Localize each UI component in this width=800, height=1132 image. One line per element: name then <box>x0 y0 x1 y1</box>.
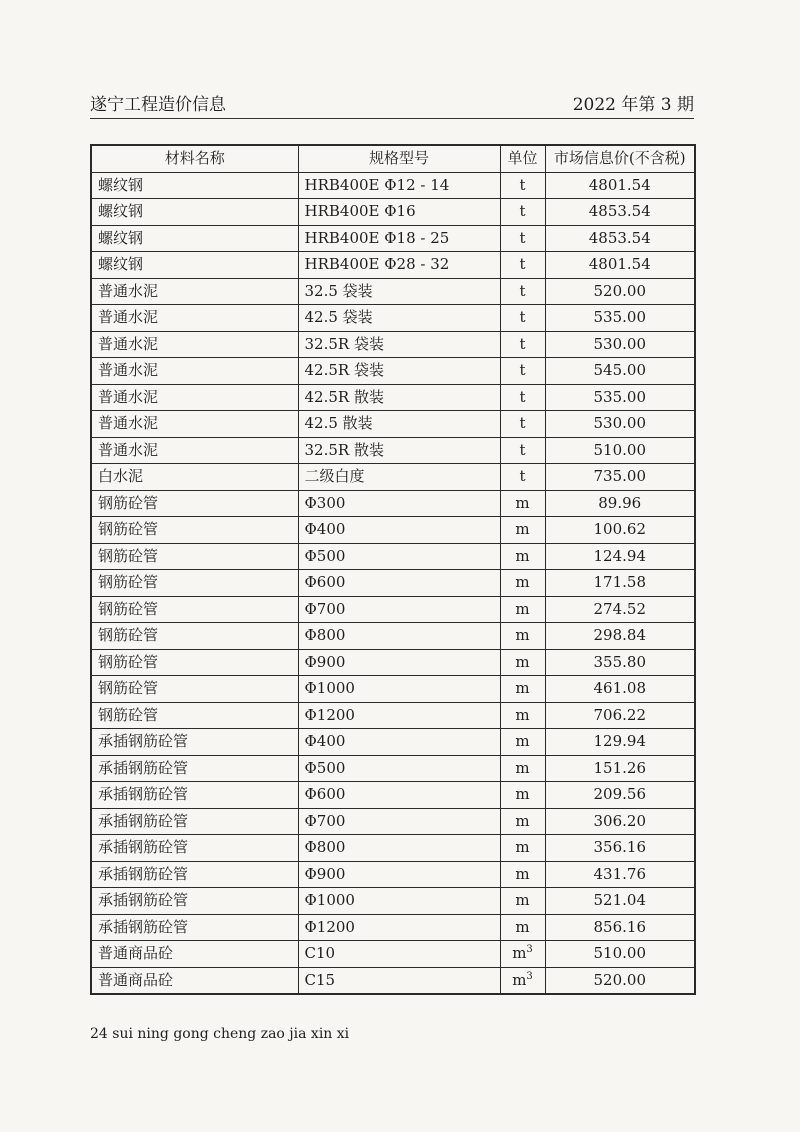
unit-cell: t <box>500 199 545 226</box>
table-row <box>91 252 695 279</box>
material-name-cell: 承插钢筋砼管 <box>91 729 298 756</box>
spec-cell: Φ600 <box>298 782 500 809</box>
material-name-cell: 普通水泥 <box>91 305 298 332</box>
spec-cell: Φ1000 <box>298 888 500 915</box>
price-cell: 520.00 <box>545 278 695 305</box>
price-cell: 124.94 <box>545 543 695 570</box>
price-cell: 431.76 <box>545 861 695 888</box>
publication-title: 遂宁工程造价信息 <box>90 95 226 115</box>
unit-cell: m <box>500 596 545 623</box>
material-name-cell: 钢筋砼管 <box>91 676 298 703</box>
spec-cell: Φ500 <box>298 543 500 570</box>
material-name-cell: 钢筋砼管 <box>91 490 298 517</box>
column-header-unit: 单位 <box>500 145 545 172</box>
spec-cell: Φ500 <box>298 755 500 782</box>
price-cell: 856.16 <box>545 914 695 941</box>
unit-cell: m <box>500 702 545 729</box>
material-name-cell: 承插钢筋砼管 <box>91 914 298 941</box>
unit-cell: t <box>500 358 545 385</box>
unit-cell: t <box>500 305 545 332</box>
table-row <box>91 888 695 915</box>
price-cell: 306.20 <box>545 808 695 835</box>
unit-cell: m <box>500 755 545 782</box>
header-divider <box>90 118 694 119</box>
spec-cell: Φ800 <box>298 623 500 650</box>
spec-cell: Φ800 <box>298 835 500 862</box>
price-cell: 356.16 <box>545 835 695 862</box>
table-row <box>91 755 695 782</box>
price-cell: 545.00 <box>545 358 695 385</box>
unit-cell: t <box>500 225 545 252</box>
price-cell: 151.26 <box>545 755 695 782</box>
material-name-cell: 螺纹钢 <box>91 172 298 199</box>
spec-cell: 42.5R 袋装 <box>298 358 500 385</box>
spec-cell: Φ400 <box>298 729 500 756</box>
material-name-cell: 普通水泥 <box>91 278 298 305</box>
table-row <box>91 437 695 464</box>
table-row <box>91 358 695 385</box>
price-cell: 4801.54 <box>545 172 695 199</box>
table-row <box>91 914 695 941</box>
table-body <box>91 172 695 994</box>
price-cell: 510.00 <box>545 437 695 464</box>
spec-cell: Φ1000 <box>298 676 500 703</box>
table-header-row <box>91 145 695 172</box>
column-header-name: 材料名称 <box>91 145 298 172</box>
table-row <box>91 861 695 888</box>
material-name-cell: 承插钢筋砼管 <box>91 835 298 862</box>
material-name-cell: 钢筋砼管 <box>91 649 298 676</box>
price-cell: 520.00 <box>545 967 695 994</box>
material-name-cell: 钢筋砼管 <box>91 596 298 623</box>
table-row <box>91 490 695 517</box>
spec-cell: C10 <box>298 941 500 968</box>
unit-cell: m <box>500 649 545 676</box>
price-cell: 129.94 <box>545 729 695 756</box>
table-row <box>91 649 695 676</box>
price-cell: 521.04 <box>545 888 695 915</box>
material-name-cell: 普通商品砼 <box>91 967 298 994</box>
spec-cell: Φ900 <box>298 861 500 888</box>
spec-cell: HRB400E Φ18 - 25 <box>298 225 500 252</box>
table-row <box>91 623 695 650</box>
spec-cell: Φ1200 <box>298 914 500 941</box>
table-row <box>91 702 695 729</box>
material-name-cell: 钢筋砼管 <box>91 543 298 570</box>
material-name-cell: 承插钢筋砼管 <box>91 755 298 782</box>
unit-cell: m <box>500 517 545 544</box>
spec-cell: HRB400E Φ12 - 14 <box>298 172 500 199</box>
unit-cell: m <box>500 490 545 517</box>
price-cell: 535.00 <box>545 305 695 332</box>
price-cell: 4801.54 <box>545 252 695 279</box>
spec-cell: 42.5 袋装 <box>298 305 500 332</box>
footer-page-text: 24 sui ning gong cheng zao jia xin xi <box>90 1026 350 1042</box>
unit-cell: m <box>500 808 545 835</box>
material-name-cell: 白水泥 <box>91 464 298 491</box>
unit-cell: m <box>500 676 545 703</box>
unit-superscript: 3 <box>526 970 533 982</box>
table-row <box>91 543 695 570</box>
unit-cell: t <box>500 384 545 411</box>
table-row <box>91 225 695 252</box>
unit-base: m <box>512 944 527 963</box>
unit-cell: t <box>500 252 545 279</box>
spec-cell: 42.5R 散装 <box>298 384 500 411</box>
table-row <box>91 782 695 809</box>
material-name-cell: 普通水泥 <box>91 437 298 464</box>
unit-cell: t <box>500 464 545 491</box>
spec-cell: 二级白度 <box>298 464 500 491</box>
material-name-cell: 普通水泥 <box>91 384 298 411</box>
price-cell: 535.00 <box>545 384 695 411</box>
page-header <box>90 90 694 115</box>
unit-cell: m <box>500 914 545 941</box>
unit-cell <box>500 967 545 994</box>
spec-cell: Φ700 <box>298 596 500 623</box>
unit-cell: m <box>500 888 545 915</box>
issue-number: 2022 年第 3 期 <box>572 95 694 115</box>
table-row <box>91 411 695 438</box>
unit-cell: t <box>500 172 545 199</box>
price-cell: 4853.54 <box>545 225 695 252</box>
material-name-cell: 承插钢筋砼管 <box>91 808 298 835</box>
material-name-cell: 承插钢筋砼管 <box>91 782 298 809</box>
column-header-price: 市场信息价(不含税) <box>545 145 695 172</box>
table-row <box>91 305 695 332</box>
spec-cell: Φ900 <box>298 649 500 676</box>
material-name-cell: 钢筋砼管 <box>91 517 298 544</box>
material-name-cell: 普通水泥 <box>91 358 298 385</box>
material-name-cell: 承插钢筋砼管 <box>91 861 298 888</box>
price-cell: 298.84 <box>545 623 695 650</box>
price-cell: 461.08 <box>545 676 695 703</box>
unit-cell: t <box>500 331 545 358</box>
price-cell: 4853.54 <box>545 199 695 226</box>
unit-cell <box>500 941 545 968</box>
price-table <box>90 144 696 995</box>
table-row <box>91 199 695 226</box>
unit-cell: m <box>500 623 545 650</box>
price-cell: 735.00 <box>545 464 695 491</box>
spec-cell: HRB400E Φ28 - 32 <box>298 252 500 279</box>
spec-cell: C15 <box>298 967 500 994</box>
unit-cell: t <box>500 278 545 305</box>
unit-cell: m <box>500 861 545 888</box>
table-row <box>91 570 695 597</box>
table-row <box>91 464 695 491</box>
material-name-cell: 承插钢筋砼管 <box>91 888 298 915</box>
spec-cell: Φ300 <box>298 490 500 517</box>
table-row <box>91 172 695 199</box>
unit-cell: t <box>500 437 545 464</box>
spec-cell: 32.5 袋装 <box>298 278 500 305</box>
unit-cell: m <box>500 835 545 862</box>
table-row <box>91 967 695 994</box>
price-cell: 510.00 <box>545 941 695 968</box>
table-row <box>91 384 695 411</box>
material-name-cell: 螺纹钢 <box>91 199 298 226</box>
spec-cell: Φ600 <box>298 570 500 597</box>
table-row <box>91 729 695 756</box>
unit-cell: m <box>500 782 545 809</box>
unit-cell: t <box>500 411 545 438</box>
price-cell: 274.52 <box>545 596 695 623</box>
material-name-cell: 钢筋砼管 <box>91 570 298 597</box>
spec-cell: 32.5R 散装 <box>298 437 500 464</box>
price-cell: 706.22 <box>545 702 695 729</box>
table-row <box>91 941 695 968</box>
material-name-cell: 普通水泥 <box>91 411 298 438</box>
unit-cell: m <box>500 729 545 756</box>
spec-cell: 32.5R 袋装 <box>298 331 500 358</box>
spec-cell: 42.5 散装 <box>298 411 500 438</box>
material-name-cell: 钢筋砼管 <box>91 623 298 650</box>
table-row <box>91 278 695 305</box>
price-cell: 530.00 <box>545 331 695 358</box>
table-row <box>91 808 695 835</box>
table-row <box>91 676 695 703</box>
price-cell: 209.56 <box>545 782 695 809</box>
spec-cell: Φ400 <box>298 517 500 544</box>
material-name-cell: 螺纹钢 <box>91 225 298 252</box>
page-footer <box>90 1026 349 1042</box>
price-cell: 171.58 <box>545 570 695 597</box>
table-row <box>91 835 695 862</box>
material-name-cell: 普通商品砼 <box>91 941 298 968</box>
material-name-cell: 普通水泥 <box>91 331 298 358</box>
unit-base: m <box>512 970 527 989</box>
table-row <box>91 596 695 623</box>
unit-superscript: 3 <box>526 944 533 956</box>
spec-cell: Φ700 <box>298 808 500 835</box>
price-cell: 89.96 <box>545 490 695 517</box>
unit-cell: m <box>500 570 545 597</box>
spec-cell: Φ1200 <box>298 702 500 729</box>
price-cell: 530.00 <box>545 411 695 438</box>
price-cell: 355.80 <box>545 649 695 676</box>
material-name-cell: 钢筋砼管 <box>91 702 298 729</box>
material-name-cell: 螺纹钢 <box>91 252 298 279</box>
price-cell: 100.62 <box>545 517 695 544</box>
unit-cell: m <box>500 543 545 570</box>
spec-cell: HRB400E Φ16 <box>298 199 500 226</box>
column-header-spec: 规格型号 <box>298 145 500 172</box>
table-row <box>91 331 695 358</box>
table-row <box>91 517 695 544</box>
